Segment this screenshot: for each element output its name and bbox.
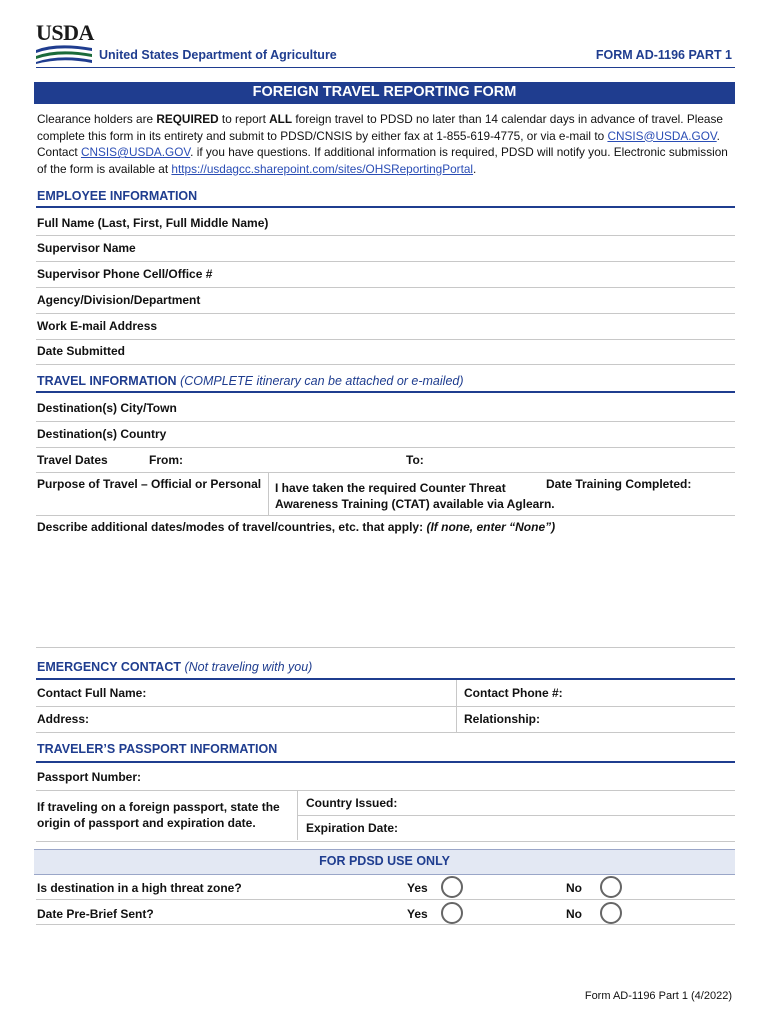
agency-label: Agency/Division/Department bbox=[37, 293, 201, 307]
row-rule bbox=[36, 421, 735, 422]
emergency-section-heading bbox=[37, 660, 312, 674]
travel-heading-text: TRAVEL INFORMATION bbox=[37, 374, 177, 388]
contact-name-label: Contact Full Name: bbox=[37, 686, 147, 700]
emergency-section-rule bbox=[36, 678, 735, 680]
portal-link[interactable]: https://usdagcc.sharepoint.com/sites/OHSReportingPortal bbox=[171, 161, 474, 176]
intro-required: REQUIRED bbox=[156, 112, 219, 126]
intro-text-3: foreign travel to PDSD no later than 14 calendar days in advance of travel. Please complete this form in its entirety and submit to PDSD/CNSIS by either fax at 1-855-619-4775, or via e-mail to bbox=[37, 112, 723, 143]
form-title: FOREIGN TRAVEL REPORTING FORM bbox=[252, 84, 517, 100]
country-issued-label: Country Issued: bbox=[306, 796, 398, 810]
describe-label bbox=[37, 520, 555, 534]
row-rule bbox=[36, 364, 735, 365]
date-submitted-label: Date Submitted bbox=[37, 344, 126, 358]
row-rule bbox=[36, 472, 735, 473]
ctat-line-1: I have taken the required Counter Threat bbox=[275, 481, 506, 495]
email-link-1[interactable]: CNSIS@USDA.GOV bbox=[607, 128, 717, 143]
relationship-label: Relationship: bbox=[464, 712, 541, 726]
emergency-heading-text: EMERGENCY CONTACT bbox=[37, 660, 181, 674]
high-threat-no-label: No bbox=[566, 881, 582, 895]
intro-text-1: Clearance holders are bbox=[37, 112, 157, 126]
work-email-label: Work E-mail Address bbox=[37, 319, 158, 333]
form-id: FORM AD-1196 PART 1 bbox=[595, 48, 732, 62]
purpose-label: Purpose of Travel – Official or Personal bbox=[37, 477, 262, 491]
contact-phone-label: Contact Phone #: bbox=[464, 686, 563, 700]
employee-section-heading: EMPLOYEE INFORMATION bbox=[37, 189, 198, 203]
destination-country-label: Destination(s) Country bbox=[37, 427, 167, 441]
high-threat-yes-radio[interactable] bbox=[441, 876, 463, 898]
destination-country-field[interactable] bbox=[300, 424, 734, 446]
supervisor-name-field[interactable] bbox=[300, 238, 734, 260]
row-rule bbox=[36, 447, 735, 448]
usda-logo-hills-icon bbox=[36, 44, 92, 64]
row-rule bbox=[36, 732, 735, 733]
address-label: Address: bbox=[37, 712, 90, 726]
intro-all: ALL bbox=[269, 112, 293, 126]
row-rule bbox=[36, 647, 735, 648]
travel-section-rule bbox=[36, 391, 735, 393]
row-rule bbox=[36, 287, 735, 288]
foreign-passport-line-1: If traveling on a foreign passport, state the bbox=[37, 800, 280, 814]
prebrief-no-radio[interactable] bbox=[600, 902, 622, 924]
row-rule bbox=[36, 235, 735, 236]
full-name-label: Full Name (Last, First, Full Middle Name) bbox=[37, 216, 269, 230]
travel-section-heading bbox=[37, 374, 464, 388]
intro-text-4: . Contact bbox=[37, 128, 720, 159]
expiration-date-label: Expiration Date: bbox=[306, 821, 399, 835]
contact-phone-field[interactable] bbox=[570, 682, 734, 704]
intro-paragraph bbox=[37, 111, 732, 177]
address-field[interactable] bbox=[100, 708, 450, 730]
row-rule bbox=[36, 339, 735, 340]
supervisor-phone-field[interactable] bbox=[300, 264, 734, 286]
high-threat-no-radio[interactable] bbox=[600, 876, 622, 898]
supervisor-phone-label: Supervisor Phone Cell/Office # bbox=[37, 267, 213, 281]
high-threat-question: Is destination in a high threat zone? bbox=[37, 881, 242, 895]
row-rule bbox=[36, 924, 735, 925]
intro-text-5: . if you have questions. If additional information is required, PDSD will notify you. Electronic submission of the form is available at bbox=[37, 145, 728, 176]
email-link-2[interactable]: CNSIS@USDA.GOV bbox=[80, 145, 191, 159]
agency-name: United States Department of Agriculture bbox=[99, 48, 337, 62]
country-issued-field[interactable] bbox=[400, 792, 734, 814]
row-rule bbox=[36, 841, 735, 842]
ctat-statement bbox=[275, 480, 555, 512]
describe-note: (If none, enter “None”) bbox=[426, 520, 556, 534]
expiration-date-field[interactable] bbox=[405, 817, 734, 839]
contact-name-field[interactable] bbox=[150, 682, 450, 704]
prebrief-no-label: No bbox=[566, 907, 582, 921]
passport-number-label: Passport Number: bbox=[37, 770, 142, 784]
work-email-field[interactable] bbox=[300, 316, 734, 338]
passport-section-rule bbox=[36, 761, 735, 763]
passport-number-field[interactable] bbox=[150, 766, 734, 788]
from-label: From: bbox=[149, 453, 183, 467]
date-submitted-field[interactable] bbox=[300, 341, 734, 363]
relationship-field[interactable] bbox=[550, 708, 734, 730]
prebrief-yes-radio[interactable] bbox=[441, 902, 463, 924]
form-footer: Form AD-1196 Part 1 (4/2022) bbox=[584, 990, 732, 1002]
header-rule bbox=[36, 67, 735, 68]
foreign-passport-label bbox=[37, 799, 280, 831]
supervisor-name-label: Supervisor Name bbox=[37, 241, 136, 255]
usda-logo-text: USDA bbox=[36, 20, 94, 45]
travel-dates-label: Travel Dates bbox=[37, 453, 108, 467]
prebrief-question: Date Pre-Brief Sent? bbox=[37, 907, 154, 921]
agency-field[interactable] bbox=[300, 290, 734, 312]
row-rule bbox=[36, 515, 735, 516]
row-rule bbox=[36, 313, 735, 314]
describe-text: Describe additional dates/modes of travel/countries, etc. that apply: bbox=[37, 520, 424, 534]
row-rule bbox=[36, 706, 735, 707]
row-rule bbox=[297, 815, 735, 816]
full-name-field[interactable] bbox=[300, 212, 734, 234]
intro-text-6: . bbox=[473, 161, 477, 176]
foreign-passport-line-2: origin of passport and expiration date. bbox=[37, 816, 256, 830]
row-rule bbox=[36, 790, 735, 791]
passport-section-heading: TRAVELER’S PASSPORT INFORMATION bbox=[37, 742, 278, 756]
to-date-field[interactable] bbox=[430, 450, 734, 470]
additional-travel-textarea[interactable] bbox=[36, 538, 734, 644]
row-rule bbox=[36, 261, 735, 262]
row-rule bbox=[36, 899, 735, 900]
training-date-label: Date Training Completed: bbox=[546, 477, 692, 491]
emergency-heading-note: (Not traveling with you) bbox=[184, 660, 313, 674]
usda-logo bbox=[36, 20, 92, 64]
from-date-field[interactable] bbox=[190, 450, 390, 470]
pdsd-heading: FOR PDSD USE ONLY bbox=[319, 854, 450, 868]
to-label: To: bbox=[406, 453, 424, 467]
prebrief-yes-label: Yes bbox=[407, 907, 428, 921]
column-divider bbox=[268, 472, 269, 516]
travel-heading-note: (COMPLETE itinerary can be attached or e-mailed) bbox=[180, 374, 464, 388]
intro-text-2: to report bbox=[218, 112, 270, 126]
destination-city-field[interactable] bbox=[300, 397, 734, 419]
high-threat-yes-label: Yes bbox=[407, 881, 428, 895]
employee-section-rule bbox=[36, 206, 735, 208]
destination-city-label: Destination(s) City/Town bbox=[37, 401, 177, 415]
ctat-line-2: Awareness Training (CTAT) available via Aglearn. bbox=[275, 497, 555, 511]
